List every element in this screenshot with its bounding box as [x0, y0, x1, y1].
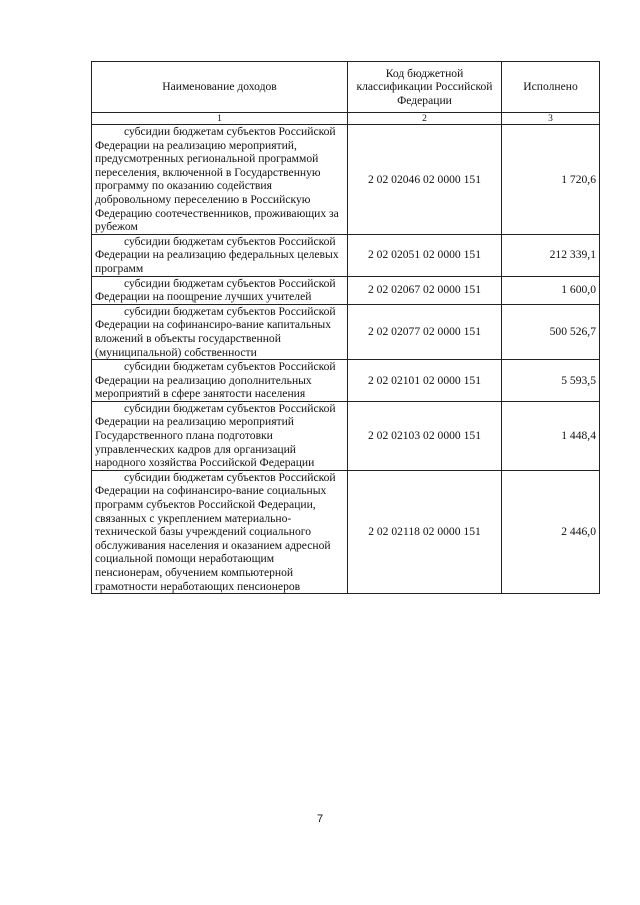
revenue-name-cell: [92, 276, 348, 304]
executed-amount-cell: 2 446,0: [502, 470, 600, 593]
table-row: [92, 360, 600, 402]
executed-amount-cell: 5 593,5: [502, 360, 600, 402]
revenue-name: субсидии бюджетам субъектов Российской Федерации на реализацию федеральных целевых программ: [95, 234, 339, 275]
budget-code-cell: 2 02 02067 02 0000 151: [348, 276, 502, 304]
executed-amount-cell: 1 448,4: [502, 401, 600, 470]
table-header-row: [92, 62, 600, 113]
revenue-name: субсидии бюджетам субъектов Российской Федерации на реализацию мероприятий Государственного плана подготовки управленческих кадров для организаций народного хозяйства Российской Федерации: [95, 401, 336, 470]
executed-amount-cell: 1 600,0: [502, 276, 600, 304]
table-row: [92, 276, 600, 304]
column-number: 1: [92, 113, 348, 125]
table-row: [92, 470, 600, 593]
table-row: [92, 401, 600, 470]
revenue-name-cell: [92, 401, 348, 470]
header-budget-code: Код бюджетной классификации Российской Федерации: [348, 62, 502, 113]
table-row: [92, 234, 600, 276]
column-number: 2: [348, 113, 502, 125]
executed-amount-cell: 212 339,1: [502, 234, 600, 276]
budget-code-cell: 2 02 02051 02 0000 151: [348, 234, 502, 276]
budget-code-cell: 2 02 02118 02 0000 151: [348, 470, 502, 593]
header-revenue-name: Наименование доходов: [92, 62, 348, 113]
revenue-name-cell: [92, 360, 348, 402]
revenue-name: субсидии бюджетам субъектов Российской Федерации на реализацию дополнительных мероприятий в сфере занятости населения: [95, 360, 336, 401]
table-row: [92, 304, 600, 359]
executed-amount-cell: 500 526,7: [502, 304, 600, 359]
column-number-row: [92, 113, 600, 125]
budget-code-cell: 2 02 02103 02 0000 151: [348, 401, 502, 470]
revenue-name: субсидии бюджетам субъектов Российской Федерации на софинансиро-вание социальных программ субъектов Российской Федерации, связанных с укреплением материально-технической базы учреждений социального обслуживания населения и оказанием адресной социальной помощи неработающим пенсионерам, обучением компьютерной грамотности неработающих пенсионеров: [95, 470, 336, 593]
revenue-name-cell: [92, 470, 348, 593]
revenue-name: субсидии бюджетам субъектов Российской Федерации на софинансиро-вание капитальных вложений в объекты государственной (муниципальной) собственности: [95, 304, 336, 359]
budget-code-cell: 2 02 02046 02 0000 151: [348, 125, 502, 235]
revenue-table: [91, 61, 600, 594]
budget-code-cell: 2 02 02101 02 0000 151: [348, 360, 502, 402]
column-number: 3: [502, 113, 600, 125]
budget-code-cell: 2 02 02077 02 0000 151: [348, 304, 502, 359]
executed-amount-cell: 1 720,6: [502, 125, 600, 235]
revenue-name: субсидии бюджетам субъектов Российской Федерации на реализацию мероприятий, предусмотренных региональной программой переселения, включенной в Государственную программу по оказанию содействия добровольному переселению в Российскую Федерацию соотечественников, проживающих за рубежом: [95, 125, 339, 234]
revenue-name-cell: [92, 304, 348, 359]
table-row: [92, 125, 600, 235]
page-number: 7: [316, 813, 324, 825]
revenue-name-cell: [92, 125, 348, 235]
revenue-name: субсидии бюджетам субъектов Российской Федерации на поощрение лучших учителей: [95, 276, 336, 304]
header-executed: Исполнено: [502, 62, 600, 113]
revenue-name-cell: [92, 234, 348, 276]
